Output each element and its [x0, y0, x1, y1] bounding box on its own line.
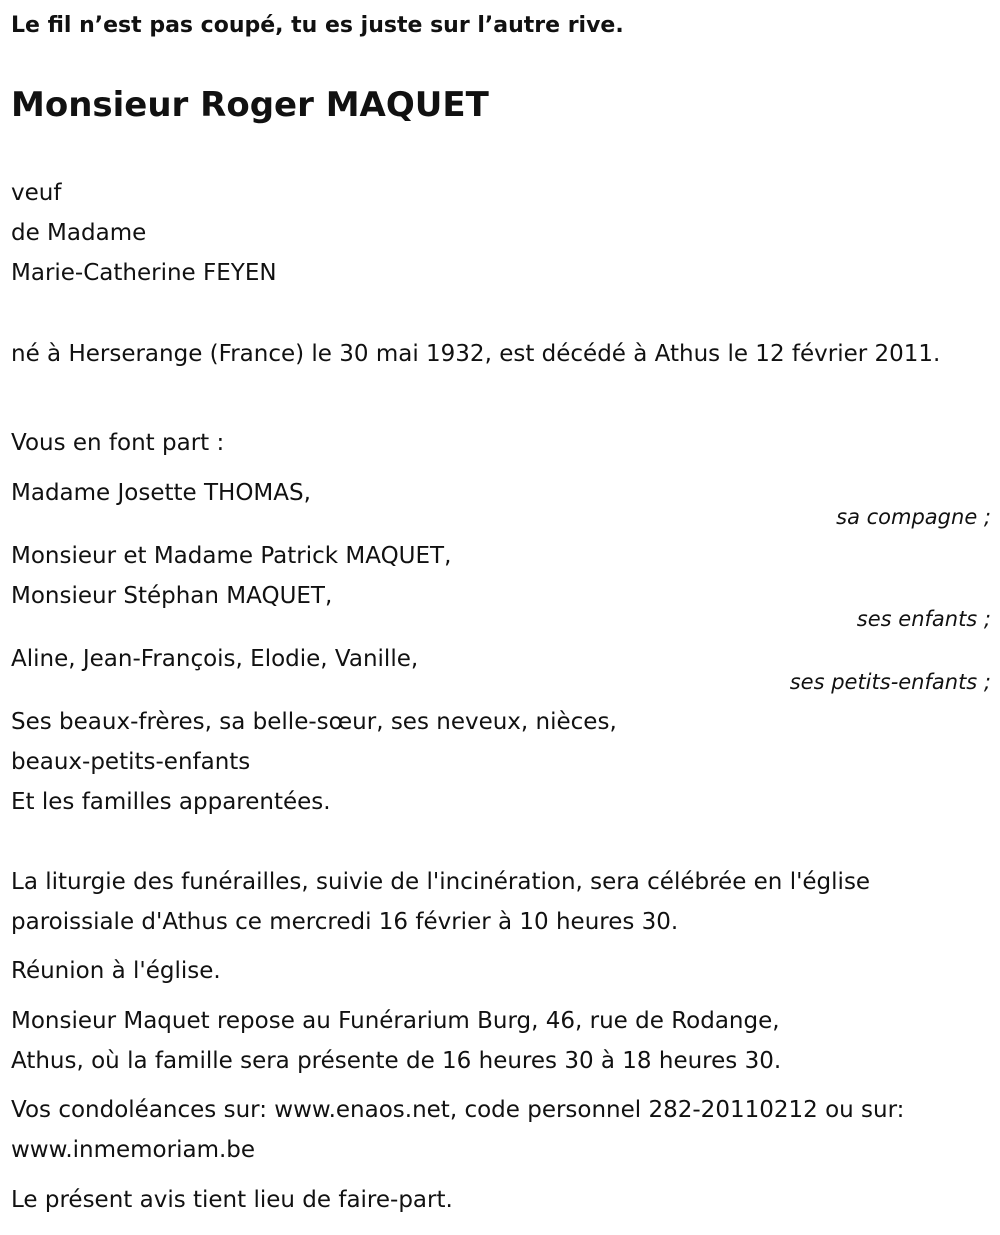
extended-family-line: beaux-petits-enfants	[11, 749, 251, 775]
extended-family-line: Et les familles apparentées.	[11, 789, 331, 815]
birth-death-text: né à Herserange (France) le 30 mai 1932, est décédé à Athus le 12 février 2011.	[11, 341, 941, 367]
ceremony-text: La liturgie des funérailles, suivie de l'incinération, sera célébrée en l'église paroissiale d'Athus ce mercredi 16 février à 10 heures 30.	[11, 869, 871, 935]
announce-line	[11, 423, 991, 463]
meeting-text: Réunion à l'église.	[11, 958, 221, 984]
children-role: ses enfants ;	[856, 607, 991, 631]
funeral-home-paragraph	[11, 1001, 991, 1081]
companion-role: sa compagne ;	[836, 505, 991, 529]
spouse-block	[11, 173, 991, 293]
child-name: Monsieur Stéphan MAQUET,	[11, 583, 333, 609]
epitaph-quote: Le fil n’est pas coupé, tu es juste sur l’autre rive.	[11, 13, 624, 38]
notice-line	[11, 1180, 991, 1220]
deceased-name: Monsieur Roger MAQUET	[11, 85, 489, 125]
meeting-line	[11, 951, 991, 991]
spouse-name: Marie-Catherine FEYEN	[11, 260, 277, 286]
announce-text: Vous en font part :	[11, 430, 225, 456]
funeral-home-line: Athus, où la famille sera présente de 16 heures 30 à 18 heures 30.	[11, 1048, 782, 1074]
birth-death-paragraph	[11, 334, 991, 374]
condolences-paragraph	[11, 1090, 991, 1170]
funeral-home-line: Monsieur Maquet repose au Funérarium Burg, 46, rue de Rodange,	[11, 1008, 780, 1034]
extended-family-block	[11, 702, 991, 822]
children-block	[11, 536, 991, 616]
companion-name: Madame Josette THOMAS,	[11, 480, 311, 506]
extended-family-line: Ses beaux-frères, sa belle-sœur, ses neveux, nièces,	[11, 709, 617, 735]
condolences-text: Vos condoléances sur: www.enaos.net, code personnel 282-20110212 ou sur: www.inmemoriam.be	[11, 1097, 905, 1163]
grandchildren-names: Aline, Jean-François, Elodie, Vanille,	[11, 646, 419, 672]
ceremony-paragraph	[11, 862, 991, 942]
child-name: Monsieur et Madame Patrick MAQUET,	[11, 543, 452, 569]
spouse-line: de Madame	[11, 220, 147, 246]
notice-text: Le présent avis tient lieu de faire-part.	[11, 1187, 453, 1213]
grandchildren-role: ses petits-enfants ;	[789, 670, 991, 694]
spouse-line: veuf	[11, 180, 62, 206]
